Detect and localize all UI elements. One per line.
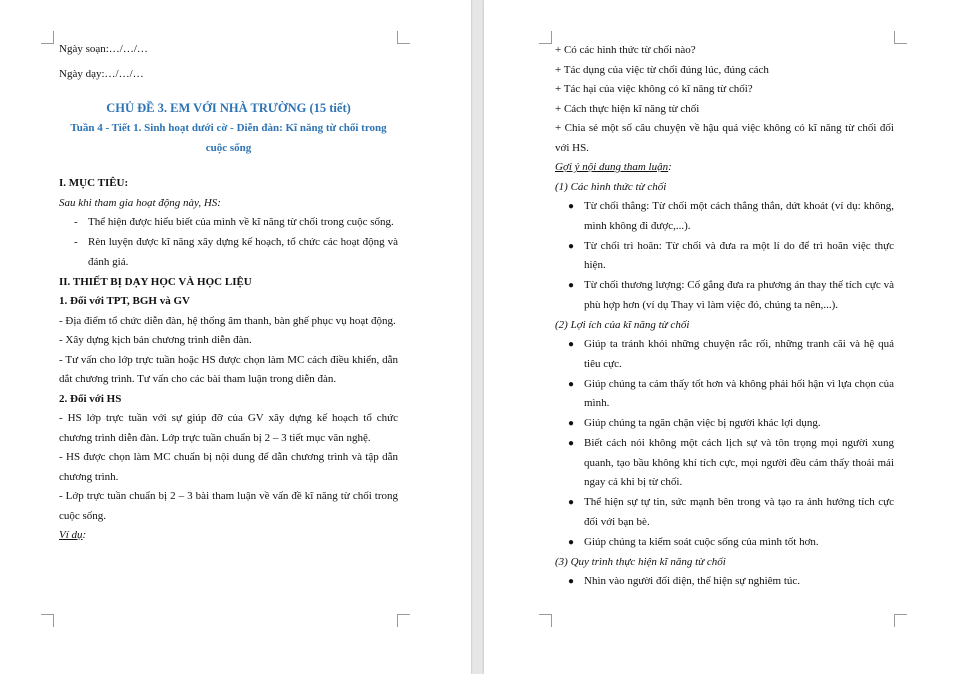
bullet-icon: ●	[568, 497, 575, 508]
bullet-icon: ●	[568, 438, 575, 449]
paragraph: - Địa điểm tổ chức diễn đàn, hệ thống âm thanh, bàn ghế phục vụ hoạt động.	[59, 314, 396, 327]
paragraph: - Xây dựng kịch bản chương trình diễn đàn.	[59, 334, 252, 346]
list-item: ● Giúp chúng ta kiểm soát cuộc sống của mình tốt hơn.	[555, 533, 894, 553]
bullet-icon: ●	[568, 418, 575, 429]
question-line: + Tác dụng của việc từ chối đúng lúc, đúng cách	[555, 63, 769, 76]
question-line: + Cách thực hiện kĩ năng từ chối	[555, 102, 700, 115]
paragraph: - Tư vấn cho lớp trực tuần hoặc HS được chọn làm MC cách điều khiển, dẫn dắt chương trình. Tư vấn cho các bài tham luận trong diễn đàn.	[59, 353, 398, 385]
document-page-right	[484, 0, 954, 674]
forms-list	[555, 197, 894, 315]
objectives-intro: Sau khi tham gia hoạt động này, HS:	[59, 196, 221, 209]
list-item: ● Biết cách nói không một cách lịch sự và tôn trọng mọi người xung quanh, tạo bầu không khí tích cực, mọi người đều cảm thấy thoải mái ngay cả khi bị từ chối.	[555, 434, 894, 493]
lesson-subtitle: Tuần 4 - Tiết 1. Sinh hoạt dưới cờ - Diễn đàn: Kĩ năng từ chối trong cuộc sống	[70, 122, 387, 154]
subsection-benefits: (2) Lợi ích của kĩ năng từ chối	[555, 318, 690, 331]
date-teach-line: Ngày dạy:…/…/…	[59, 67, 144, 80]
section-heading-objectives: I. MỤC TIÊU:	[59, 177, 129, 189]
list-item: ● Từ chối thương lượng: Cố gắng đưa ra phương án thay thế tích cực và phù hợp hơn (ví dụ Thay vì làm việc đó, chúng ta nên,...).	[555, 276, 894, 315]
objectives-list	[59, 213, 398, 272]
page-right-body[interactable]	[555, 41, 894, 592]
margin-corner-mark	[397, 31, 410, 44]
subsection-process: (3) Quy trình thực hiện kĩ năng từ chối	[555, 555, 726, 568]
margin-corner-mark	[397, 614, 410, 627]
date-prep-line: Ngày soạn:…/…/…	[59, 43, 148, 55]
question-line: + Tác hại của việc không có kĩ năng từ chối?	[555, 83, 753, 95]
paragraph: - Lớp trực tuần chuẩn bị 2 – 3 bài tham luận về vấn đề kĩ năng từ chối trong cuộc sống.	[59, 490, 398, 522]
suggestion-heading: Gợi ý nội dung tham luận:	[555, 161, 672, 173]
bullet-icon: ●	[568, 201, 575, 212]
topic-title: CHỦ ĐỀ 3. EM VỚI NHÀ TRƯỜNG (15 tiết)	[106, 101, 351, 115]
section-heading-equipment: II. THIẾT BỊ DẠY HỌC VÀ HỌC LIỆU	[59, 275, 252, 288]
list-item: ● Từ chối thẳng: Từ chối một cách thẳng thắn, dứt khoát (ví dụ: không, mình không đi được,...).	[555, 197, 894, 236]
bullet-icon: ●	[568, 280, 575, 291]
list-item: ● Thể hiện sự tự tin, sức mạnh bên trong và tạo ra ảnh hưởng tích cực đối với bạn bè.	[555, 493, 894, 532]
list-item: - Rèn luyện được kĩ năng xây dựng kế hoạch, tổ chức các hoạt động và đánh giá.	[74, 236, 398, 268]
bullet-icon: ●	[568, 378, 575, 390]
bullet-icon: ●	[568, 576, 575, 587]
paragraph: - HS được chọn làm MC chuẩn bị nội dung để dẫn chương trình và tập dẫn chương trình.	[59, 451, 398, 483]
bullet-icon: ●	[568, 536, 575, 548]
question-line: + Chia sẻ một số câu chuyện về hậu quả việc không có kĩ năng từ chối đối với HS.	[555, 122, 894, 154]
bullet-icon: ●	[568, 339, 575, 350]
margin-corner-mark	[539, 614, 552, 627]
subheading-teachers: 1. Đối với TPT, BGH và GV	[59, 295, 190, 307]
margin-corner-mark	[539, 31, 552, 44]
margin-corner-mark	[41, 614, 54, 627]
subsection-forms: (1) Các hình thức từ chối	[555, 180, 667, 193]
benefits-list	[555, 335, 894, 552]
list-item: ● Nhìn vào người đối diện, thể hiện sự nghiêm túc.	[555, 572, 894, 592]
list-item: ● Giúp ta tránh khỏi những chuyện rắc rối, những tranh cãi và hệ quả tiêu cực.	[555, 335, 894, 374]
list-item: ● Giúp chúng ta cảm thấy tốt hơn và không phải hối hận vì lựa chọn của mình.	[555, 375, 894, 414]
margin-corner-mark	[894, 614, 907, 627]
document-page-left	[0, 0, 471, 674]
list-item: ● Giúp chúng ta ngăn chặn việc bị người khác lợi dụng.	[555, 414, 894, 434]
paragraph: - HS lớp trực tuần với sự giúp đỡ của GV xây dựng kế hoạch tổ chức chương trình diễn đàn. Lớp trực tuần chuẩn bị 2 – 3 tiết mục văn nghệ.	[59, 412, 398, 444]
margin-corner-mark	[41, 31, 54, 44]
example-label: Ví dụ:	[59, 529, 87, 541]
list-item: - Thể hiện được hiểu biết của mình về kĩ năng từ chối trong cuộc sống.	[74, 216, 394, 228]
process-list	[555, 572, 894, 592]
page-left-body[interactable]	[59, 40, 398, 546]
bullet-icon: ●	[568, 240, 575, 252]
margin-corner-mark	[894, 31, 907, 44]
subheading-students: 2. Đối với HS	[59, 392, 122, 405]
question-line: + Có các hình thức từ chối nào?	[555, 44, 696, 56]
list-item: ● Từ chối trì hoãn: Từ chối và đưa ra một lí do để trì hoãn việc thực hiện.	[555, 237, 894, 276]
